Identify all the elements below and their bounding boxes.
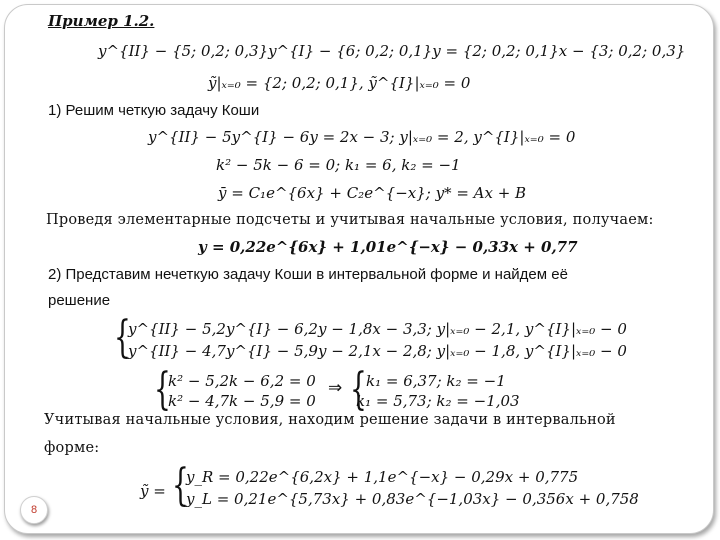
equation-with-sets: y^{II} − {5; 0,2; 0,3}y^{I} − {6; 0,2; 0,1}y = {2; 0,2; 0,1}x − {3; 0,2; 0,3} <box>98 42 686 60</box>
example-title: Пример 1.2. <box>48 12 155 30</box>
final-solution-lhs: ỹ = <box>140 482 166 500</box>
system1-brace: { <box>114 312 131 363</box>
initial-conditions: ỹ|ₓ₌₀ = {2; 0,2; 0,1}, ỹ^{I}|ₓ₌₀ = 0 <box>208 74 471 92</box>
step2-heading-line2: решение <box>48 292 111 309</box>
system1-line1: y^{II} − 5,2y^{I} − 6,2y − 1,8x − 3,3; y|ₓ₌₀ − 2,1, y^{I}|ₓ₌₀ − 0 <box>128 320 627 338</box>
interval-text-line1: Учитывая начальные условия, находим решение задачи в интервальной <box>44 412 616 428</box>
crisp-equation: y^{II} − 5y^{I} − 6y = 2x − 3; y|ₓ₌₀ = 2, y^{I}|ₓ₌₀ = 0 <box>148 128 576 146</box>
system3-brace: { <box>350 364 367 415</box>
system2-line2: k² − 4,7k − 5,9 = 0 <box>168 392 316 410</box>
final-brace: { <box>172 460 189 511</box>
system3-line2: k₁ = 5,73; k₂ = −1,03 <box>356 392 520 410</box>
interval-text-line2: форме: <box>44 440 100 456</box>
calculation-text: Проведя элементарные подсчеты и учитывая начальные условия, получаем: <box>46 212 654 228</box>
step1-heading: 1) Решим четкую задачу Коши <box>48 102 260 119</box>
page-number: 8 <box>20 496 48 524</box>
final-solution-right: y_R = 0,22e^{6,2x} + 1,1e^{−x} − 0,29x + 0,775 <box>186 468 579 486</box>
general-solution: ȳ = C₁e^{6x} + C₂e^{−x}; y* = Ax + B <box>218 184 527 202</box>
system2-brace: { <box>154 364 171 415</box>
characteristic-equation: k² − 5k − 6 = 0; k₁ = 6, k₂ = −1 <box>216 156 461 174</box>
final-solution-left: y_L = 0,21e^{5,73x} + 0,83e^{−1,03x} − 0,356x + 0,758 <box>186 490 639 508</box>
step2-heading-line1: 2) Представим нечеткую задачу Коши в интервальной форме и найдем её <box>48 266 568 283</box>
system3-line1: k₁ = 6,37; k₂ = −1 <box>366 372 506 390</box>
implies-arrow-icon: ⇒ <box>328 378 343 398</box>
crisp-solution: y = 0,22e^{6x} + 1,01e^{−x} − 0,33x + 0,77 <box>198 238 578 256</box>
system1-line2: y^{II} − 4,7y^{I} − 5,9y − 2,1x − 2,8; y|ₓ₌₀ − 1,8, y^{I}|ₓ₌₀ − 0 <box>128 342 627 360</box>
system2-line1: k² − 5,2k − 6,2 = 0 <box>168 372 316 390</box>
